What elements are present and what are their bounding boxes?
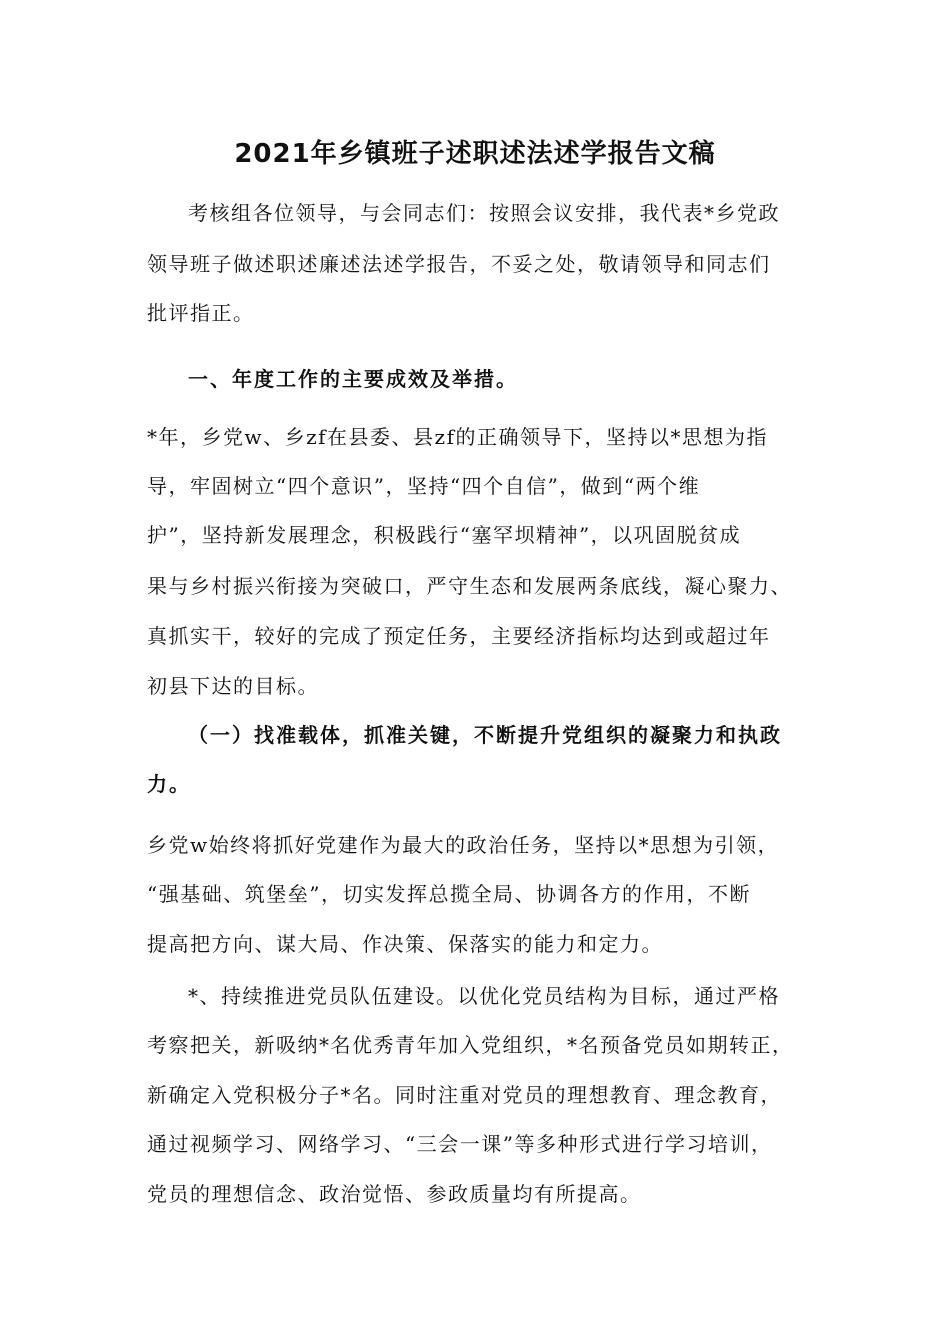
paragraph-line: 初县下达的目标。 bbox=[147, 674, 319, 698]
paragraph-line: 护”，坚持新发展理念，积极践行“塞罕坝精神”，以巩固脱贫成 bbox=[147, 523, 742, 547]
paragraph-line: 乡党w始终将抓好党建作为最大的政治任务，坚持以*思想为引领， bbox=[147, 833, 780, 857]
paragraph-line: 批评指正。 bbox=[147, 301, 255, 325]
paragraph-line: 果与乡村振兴衔接为突破口，严守生态和发展两条底线，凝心聚力、 bbox=[147, 574, 792, 598]
paragraph-line: 导，牢固树立“四个意识”，坚持“四个自信”，做到“两个维 bbox=[147, 474, 701, 498]
subsection-heading: （一）找准载体，抓准关键，不断提升党组织的凝聚力和执政 bbox=[188, 723, 782, 747]
section-heading: 一、年度工作的主要成效及举措。 bbox=[188, 367, 518, 391]
paragraph-line: *年，乡党w、乡zf在县委、县zf的正确领导下，坚持以*思想为指 bbox=[147, 425, 768, 449]
paragraph-line: 通过视频学习、网络学习、“三会一课”等多种形式进行学习培训， bbox=[147, 1132, 773, 1156]
subsection-heading: 力。 bbox=[147, 772, 191, 796]
paragraph-line: 提高把方向、谋大局、作决策、保落实的能力和定力。 bbox=[147, 932, 663, 956]
paragraph-line: 考核组各位领导，与会同志们：按照会议安排，我代表*乡党政 bbox=[188, 201, 780, 225]
paragraph-line: “强基础、筑堡垒”，切实发挥总揽全局、协调各方的作用，不断 bbox=[147, 882, 751, 906]
document-title: 2021年乡镇班子述职述法述学报告文稿 bbox=[234, 139, 716, 169]
paragraph-line: 党员的理想信念、政治觉悟、参政质量均有所提高。 bbox=[147, 1182, 642, 1206]
paragraph-line: *、持续推进党员队伍建设。以优化党员结构为目标，通过严格 bbox=[188, 984, 780, 1008]
paragraph-line: 真抓实干，较好的完成了预定任务，主要经济指标均达到或超过年 bbox=[147, 624, 771, 648]
paragraph-line: 新确定入党积极分子*名。同时注重对党员的理想教育、理念教育， bbox=[147, 1083, 782, 1107]
paragraph-line: 考察把关，新吸纳*名优秀青年加入党组织，*名预备党员如期转正， bbox=[147, 1033, 794, 1057]
paragraph-line: 领导班子做述职述廉述法述学报告，不妥之处，敬请领导和同志们 bbox=[147, 252, 771, 276]
